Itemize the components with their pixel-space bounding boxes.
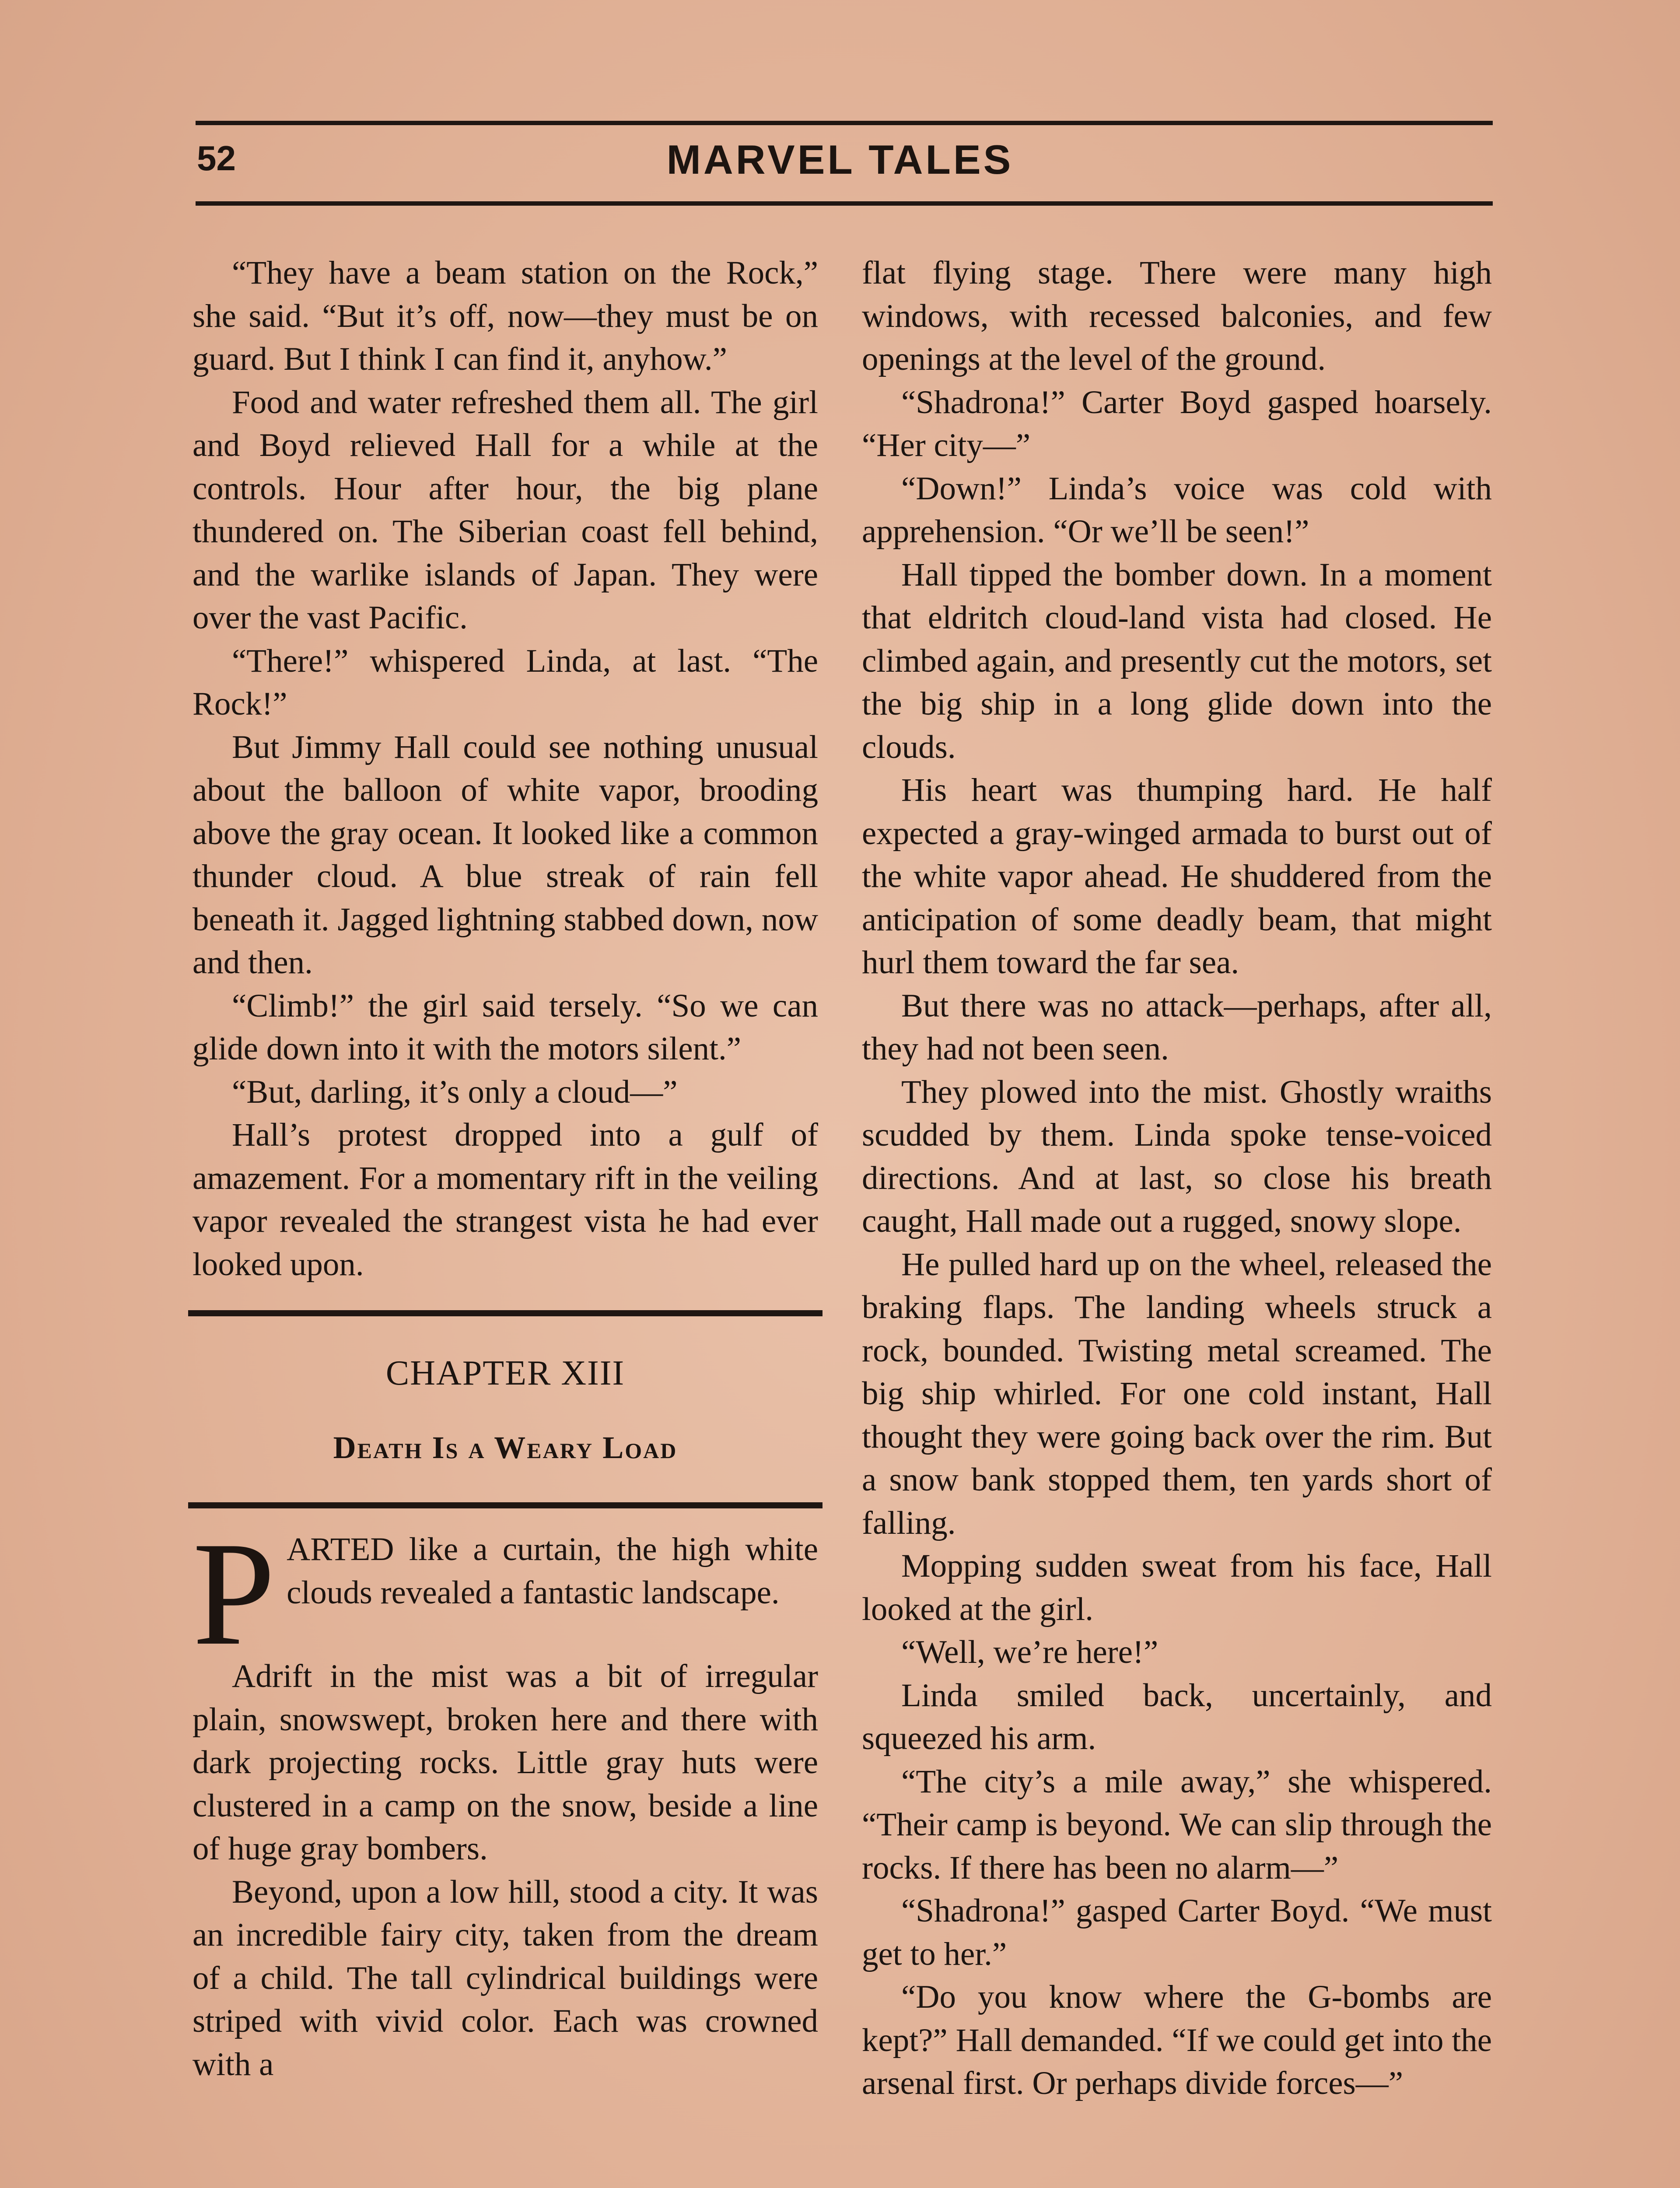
paragraph: “Shadrona!” gasped Carter Boyd. “We must get to her.” <box>862 1893 1492 1972</box>
paragraph: Hall tipped the bomber down. In a moment that eldritch cloud-land vista had closed. He climbed again, and presently cut the motors, set the big ship in a long glide down into the clouds. <box>862 556 1492 765</box>
chapter-rule-bottom <box>188 1502 822 1508</box>
paragraph: “There!” whispered Linda, at last. “The Rock!” <box>192 642 818 722</box>
paragraph: “Down!” Linda’s voice was cold with apprehension. “Or we’ll be seen!” <box>862 470 1492 550</box>
paragraph: Mopping sudden sweat from his face, Hall looked at the girl. <box>862 1548 1492 1627</box>
chapter-heading <box>192 1310 818 1508</box>
paragraph: “Climb!” the girl said tersely. “So we can glide down into it with the motors silent.” <box>192 987 818 1067</box>
paragraph: But Jimmy Hall could see nothing unusual about the balloon of white vapor, brooding above the gray ocean. It looked like a common thunder cloud. A blue streak of rain fell beneath it. Jagged lightning stabbed down, now and then. <box>192 729 818 981</box>
chapter-number: CHAPTER XIII <box>385 1354 625 1392</box>
paragraph: Hall’s protest dropped into a gulf of amazement. For a momentary rift in the veiling vapor revealed the strangest vista he had ever looked upon. <box>192 1117 818 1283</box>
paragraph: “But, darling, it’s only a cloud—” <box>232 1073 678 1110</box>
header-rule-bottom <box>196 201 1493 206</box>
paragraph: But there was no attack—perhaps, after all, they had not been seen. <box>862 987 1492 1067</box>
paragraph: “Do you know where the G-bombs are kept?” Hall demanded. “If we could get into the arsenal first. Or perhaps divide forces—” <box>862 1979 1492 2101</box>
paragraph: “The city’s a mile away,” she whispered. “Their camp is beyond. We can slip through the rocks. If there has been no alarm—” <box>862 1763 1492 1886</box>
page-number: 52 <box>197 139 236 178</box>
paragraph: Beyond, upon a low hill, stood a city. It was an incredible fairy city, taken from the dream of a child. The tall cylindrical buildings were striped with vivid color. Each was crowned with a <box>192 1873 818 2083</box>
paragraph: “They have a beam station on the Rock,” she said. “But it’s off, now—they must be on guard. But I think I can find it, anyhow.” <box>192 255 818 377</box>
paragraph: Food and water refreshed them all. The girl and Boyd relieved Hall for a while at the controls. Hour after hour, the big plane thundered on. The Siberian coast fell behind, and the warlike islands of Japan. They were over the vast Pacific. <box>192 384 818 636</box>
left-column <box>192 252 818 2086</box>
paragraph: Linda smiled back, uncertainly, and squeezed his arm. <box>862 1677 1492 1757</box>
running-title: MARVEL TALES <box>666 137 1014 182</box>
paragraph: Adrift in the mist was a bit of irregular plain, snowswept, broken here and there with dark projecting rocks. Little gray huts were clustered in a camp on the snow, beside a line of huge gray bombers. <box>192 1658 818 1867</box>
header-rule-top <box>196 121 1493 125</box>
chapter-title: Death Is a Weary Load <box>333 1430 678 1465</box>
paragraph: “Well, we’re here!” <box>901 1634 1158 1670</box>
chapter-rule-top <box>188 1310 822 1316</box>
right-column <box>862 252 1492 2105</box>
paragraph: His heart was thumping hard. He half expected a gray-winged armada to burst out of the white vapor ahead. He shuddered from the anticipation of some deadly beam, that might hurl them toward the far sea. <box>862 772 1492 981</box>
paragraph: He pulled hard up on the wheel, released the braking flaps. The landing wheels struck a rock, bounded. Twisting metal screamed. The big ship whirled. For one cold instant, Hall thought they were going back over the rim. But a snow bank stopped them, ten yards short of falling. <box>862 1246 1492 1541</box>
paragraph-continuation: flat flying stage. There were many high windows, with recessed balconies, and few openings at the level of the ground. <box>862 255 1492 377</box>
paragraph: They plowed into the mist. Ghostly wraiths scudded by them. Linda spoke tense-voiced directions. And at last, so close his breath caught, Hall made out a rugged, snowy slope. <box>862 1073 1492 1239</box>
drop-cap: P <box>192 1511 276 1676</box>
paragraph: “Shadrona!” Carter Boyd gasped hoarsely. “Her city—” <box>862 384 1492 463</box>
opening-paragraph <box>192 1511 818 1676</box>
opening-text: ARTED like a curtain, the high white clouds revealed a fantastic landscape. <box>287 1531 818 1611</box>
